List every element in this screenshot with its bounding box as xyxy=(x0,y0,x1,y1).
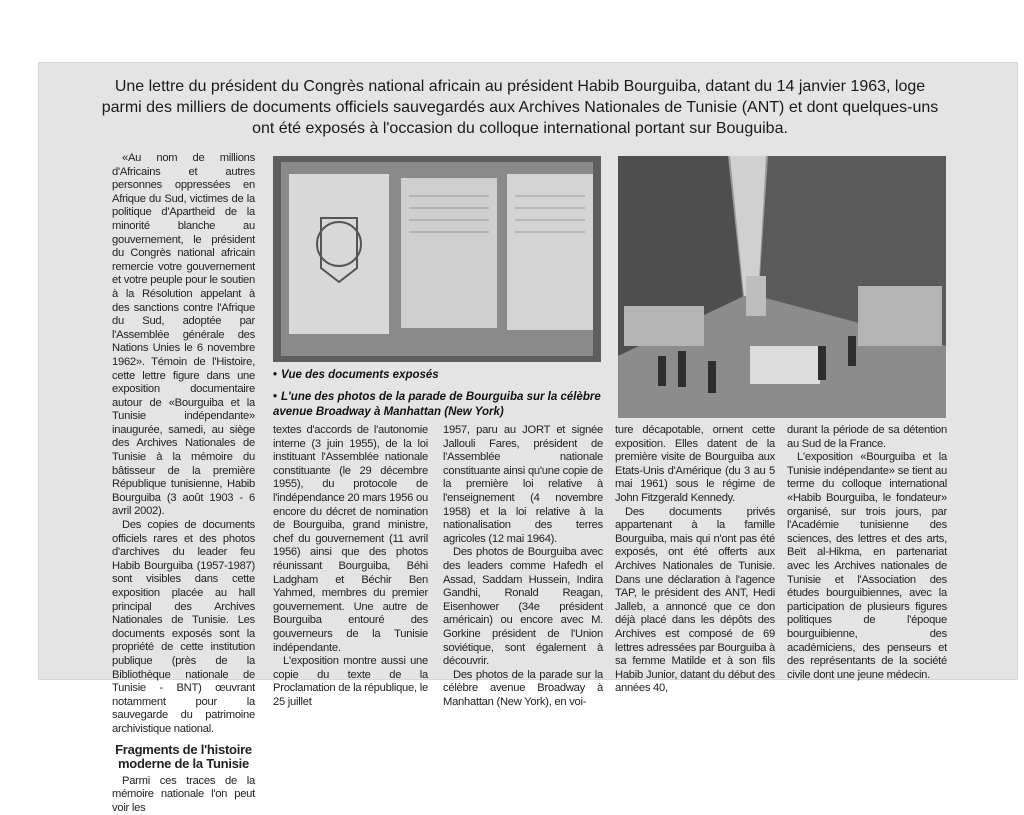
column-5 xyxy=(787,424,947,682)
broadway-parade-photo xyxy=(618,156,946,418)
parade-caption xyxy=(273,390,603,420)
col4-paragraph-1: ture décapotable, ornent cette exposition. Elles datent de la première visite de Bourguiba aux Etats-Unis d'Amérique (du 3 au 5 mai 1961) sous le régime de John Fitzgerald Kennedy. xyxy=(615,424,775,504)
documents-caption-text: Vue des documents exposés xyxy=(281,369,439,381)
column-1 xyxy=(112,152,255,815)
documents-photo-image xyxy=(273,156,601,362)
parade-caption-text: L'une des photos de la parade de Bourguiba sur la célèbre avenue Broadway à Manhattan (New York) xyxy=(273,391,601,418)
col1-paragraph-1: «Au nom de millions d'Africains et autres personnes oppressées en Afrique du Sud, victimes de la politique d'Apartheid de la minorité blanche au gouvernement, le président du Congrès national africain remercie votre gouvernement et votre peuple pour le soutien à la Résolution appelant à des sanctions contre l'Afrique du Sud, adoptée par l'Assemblée générale des Nations Unies le 6 novembre 1962». Témoin de l'Histoire, cette lettre figure dans une exposition documentaire autour de «Bourguiba et la Tunisie indépendante» inaugurée, samedi, au siège des Archives Nationales de Tunisie à la mémoire du bâtisseur de la première République tunisienne, Habib Bourguiba (3 août 1903 - 6 avril 2002). xyxy=(112,152,255,518)
col1-paragraph-2: Des copies de documents officiels rares et des photos d'archives du leader feu Habib Bourguiba (1957-1987) sont visibles dans cette exposition placée au hall principal des Archives Nationales de Tunisie. Les documents exposés sont la propriété de cette institution publique (près de la Bibliothèque nationale de Tunisie - BNT) œuvrant notamment pour la sauvegarde du patrimoine archivistique national. xyxy=(112,519,255,735)
caption-bullet: • xyxy=(273,369,278,381)
col3-paragraph-1: 1957, paru au JORT et signée Jallouli Fares, président de l'Assemblée nationale constituante ainsi qu'une copie de la première loi relative à l'enseignement (4 novembre 1958) et la loi relative à la nationalisation des terres agricoles (12 mai 1964). xyxy=(443,424,603,545)
parade-photo-image xyxy=(618,156,946,418)
col5-paragraph-2: L'exposition «Bourguiba et la Tunisie indépendante» se tient au terme du colloque international «Habib Bourguiba, le fondateur» organisé, sur trois jours, par l'Académie tunisienne des sciences, des lettres et des arts, Beït al-Hikma, en partenariat avec les Archives nationales de Tunisie et l'Association des études bourguibiennes, avec la participation de plusieurs figures politiques de l'époque bourguibienne, des académiciens, des penseurs et des représentants de la société civile dont une jeune médecin. xyxy=(787,451,947,681)
col1-paragraph-3: Parmi ces traces de la mémoire nationale l'on peut voir les xyxy=(112,774,255,814)
article-headline: Une lettre du président du Congrès national africain au président Habib Bourguiba, datant du 14 janvier 1963, loge parmi des milliers de documents officiels sauvegardés aux Archives Nationales de Tunisie (ANT) et dont quelques-uns ont été exposés à l'occasion du colloque international portant sur Bouguiba. xyxy=(101,78,939,137)
col2-paragraph-2: L'exposition montre aussi une copie du texte de la Proclamation de la république, le 25 juillet xyxy=(273,655,428,708)
col2-paragraph-1: textes d'accords de l'autonomie interne (3 juin 1955), de la loi instituant l'Assemblée nationale constituante (le 29 décembre 1955), du protocole de l'indépendance 20 mars 1956 ou encore du décret de nomination de Bourguiba, grand ministre, chef du gouvernement (11 avril 1956) ainsi que des photos réunissant Bourguiba, Béhi Ladgham et Béchir Ben Yahmed, membres du premier gouvernement. Une autre de Bourguiba entouré des gouverneurs de la Tunisie indépendante. xyxy=(273,424,428,654)
col4-paragraph-2: Des documents privés appartenant à la famille Bourguiba, mais qui n'ont pas été exposés, ont été offerts aux Archives Nationales de Tunisie. Dans une déclaration à l'agence TAP, le président des ANT, Hedi Jalleb, a annoncé que ce don déjà placé dans les dépôts des Archives est composé de 69 lettres adressées par Bourguiba à sa femme Matilde et à son fils Habib Junior, datant du début des années 40, xyxy=(615,505,775,695)
col5-paragraph-1: durant la période de sa détention au Sud de la France. xyxy=(787,424,947,450)
caption-bullet: • xyxy=(273,391,278,403)
column-4 xyxy=(615,424,775,696)
column-3 xyxy=(443,424,603,709)
column-2 xyxy=(273,424,428,709)
documents-caption xyxy=(273,368,603,383)
documents-photo xyxy=(273,156,601,362)
section-subheading: Fragments de l'histoire moderne de la Tunisie xyxy=(115,741,252,771)
col3-paragraph-2: Des photos de Bourguiba avec des leaders comme Hafedh el Assad, Saddam Hussein, Indira Gandhi, Ronald Reagan, Eisenhower (34e président américain) ou encore avec M. Gorkine président de l'Union soviétique, sont également à découvrir. xyxy=(443,546,603,668)
col3-paragraph-3: Des photos de la parade sur la célèbre avenue Broadway à Manhattan (New York), en voi- xyxy=(443,668,603,708)
